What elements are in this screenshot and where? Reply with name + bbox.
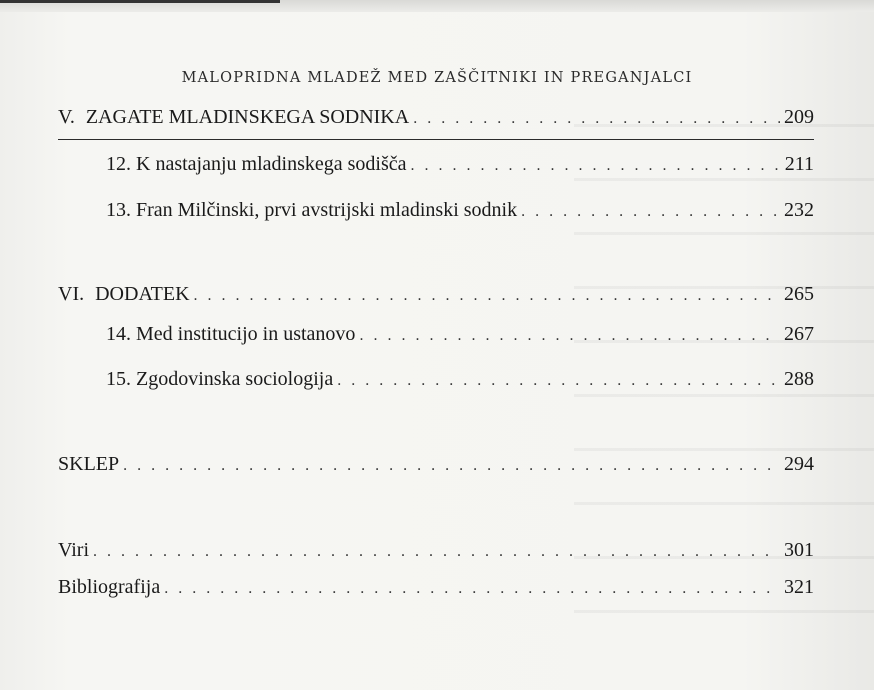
dot-leader bbox=[164, 580, 780, 598]
toc-entry-15 bbox=[106, 368, 814, 391]
page-number: 209 bbox=[784, 106, 814, 128]
toc-entry-14 bbox=[106, 323, 814, 346]
dot-leader bbox=[93, 543, 780, 561]
page-number: 267 bbox=[784, 323, 814, 345]
dot-leader bbox=[194, 287, 780, 305]
entry-title: 14. Med institucijo in ustanovo bbox=[106, 323, 356, 345]
chapter-number: V. bbox=[58, 106, 75, 128]
toc-entry-part-v bbox=[58, 106, 814, 129]
dot-leader bbox=[359, 327, 780, 345]
top-rule bbox=[0, 0, 280, 3]
toc-entry-sklep bbox=[58, 453, 814, 476]
page-number: 232 bbox=[784, 199, 814, 221]
dot-leader bbox=[521, 203, 780, 221]
dot-leader bbox=[411, 157, 781, 175]
toc-entry-viri bbox=[58, 539, 814, 562]
toc-entry-12 bbox=[106, 153, 814, 176]
section-rule bbox=[58, 139, 814, 140]
entry-title: 15. Zgodovinska sociologija bbox=[106, 368, 334, 390]
chapter-title: DODATEK bbox=[95, 283, 190, 305]
page-number: 301 bbox=[784, 539, 814, 561]
entry-title: Bibliografija bbox=[58, 576, 161, 598]
toc-entry-bibliografija bbox=[58, 576, 814, 599]
entry-title: 12. K nastajanju mladinskega sodišča bbox=[106, 153, 407, 175]
page-number: 211 bbox=[784, 153, 814, 175]
dot-leader bbox=[413, 110, 780, 128]
running-header: MALOPRIDNA MLADEŽ MED ZAŠČITNIKI IN PREGANJALCI bbox=[181, 70, 693, 86]
page-number: 294 bbox=[784, 453, 814, 475]
toc-entry-13 bbox=[106, 199, 814, 222]
page-number: 321 bbox=[784, 576, 814, 598]
entry-title: SKLEP bbox=[58, 453, 120, 475]
dot-leader bbox=[337, 372, 780, 390]
chapter-number: VI. bbox=[58, 283, 85, 305]
page-number: 288 bbox=[784, 368, 814, 390]
dot-leader bbox=[123, 457, 780, 475]
page-number: 265 bbox=[784, 283, 814, 305]
chapter-title: ZAGATE MLADINSKEGA SODNIKA bbox=[85, 106, 410, 128]
toc-entry-part-vi bbox=[58, 283, 814, 306]
entry-title: Viri bbox=[58, 539, 90, 561]
entry-title: 13. Fran Milčinski, prvi avstrijski mladinski sodnik bbox=[106, 199, 518, 221]
